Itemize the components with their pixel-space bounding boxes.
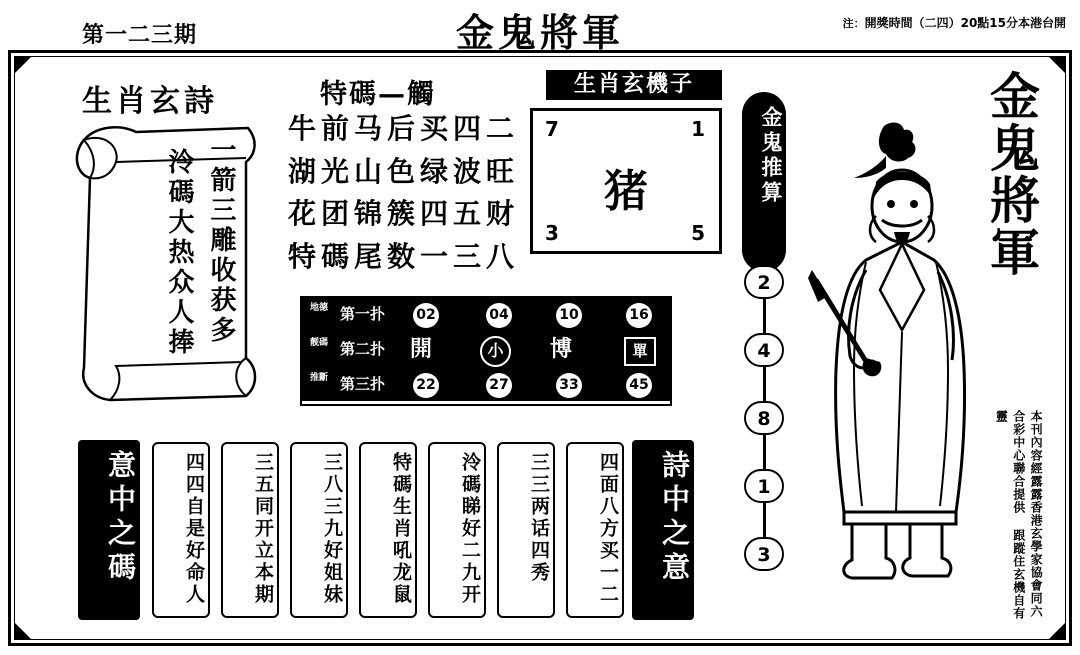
scroll-illustration	[62, 118, 272, 398]
table-cell-char: 博	[550, 337, 573, 362]
card-text: 四四自是好命人	[183, 452, 205, 606]
corner-ornament-bottom-right	[1048, 622, 1066, 640]
tuisuan-number: 2	[744, 265, 784, 299]
label-box-yizhong-text: 意中之碼	[104, 450, 137, 586]
draw-time-note-prefix: 注：	[842, 17, 865, 30]
poem-block	[288, 108, 528, 278]
row-label: 地德	[302, 298, 336, 331]
row-name: 第一扑	[340, 305, 386, 323]
table-cell-ball: 33	[555, 372, 583, 399]
table-cell-ball: 04	[485, 302, 513, 329]
publisher-note-text: 本刊內容經露露香港玄學家協會同六合彩中心聯合提供 跟蹤住玄機自有靈	[994, 410, 1044, 620]
table-row	[302, 333, 670, 368]
tuisuan-number: 3	[744, 537, 784, 571]
tuisuan-title-text: 金鬼推算	[759, 106, 783, 206]
tuisuan-title-pill	[742, 92, 786, 272]
section-title-xuanjizi: 生肖玄機子	[546, 70, 722, 100]
xuanjizi-center-zodiac: 猪	[604, 166, 648, 217]
xuanjizi-top-right: 1	[691, 117, 705, 141]
list-item	[152, 442, 210, 618]
corner-ornament-bottom-left	[14, 622, 32, 640]
warrior-figure-icon	[806, 120, 996, 590]
list-item	[221, 442, 279, 618]
card-text: 三三两话四秀	[528, 452, 550, 584]
label-box-yizhong-zhi-ma	[78, 440, 140, 620]
general-figure-illustration	[806, 120, 996, 590]
masthead-title: 金鬼將軍	[455, 11, 624, 55]
scroll-line-1: 一箭三雕收获多	[206, 136, 236, 346]
prediction-table	[300, 296, 672, 406]
poem-line: 特碼尾数一三八	[288, 239, 520, 273]
draw-time-note-text: 開獎時間（二四）20點15分本港台開	[864, 16, 1066, 30]
list-item	[290, 442, 348, 618]
xuanjizi-box	[530, 108, 722, 254]
table-row	[302, 298, 670, 333]
table-cell-ball: 45	[625, 372, 653, 399]
label-box-shizhong-zhi-yi	[632, 440, 694, 620]
row-name: 第三扑	[340, 375, 386, 393]
tuisuan-number: 4	[744, 333, 784, 367]
list-item	[428, 442, 486, 618]
table-cell-circle: 小	[480, 336, 511, 367]
masthead-vertical	[982, 70, 1064, 400]
card-text: 特碼生肖吼龙鼠	[390, 452, 412, 606]
table-cell-ball: 10	[555, 302, 583, 329]
xuanjizi-bottom-left: 3	[545, 221, 559, 245]
publisher-note	[992, 410, 1062, 620]
list-item	[497, 442, 555, 618]
table-cell-square: 單	[624, 337, 656, 366]
card-text: 泠碼睇好二九开	[459, 452, 481, 606]
corner-ornament-top-left	[14, 56, 32, 74]
label-box-shizhong-text: 詩中之意	[658, 450, 691, 586]
list-item	[566, 442, 624, 618]
table-cell-ball: 22	[412, 372, 440, 399]
section-title-shengxiao-xuanshi: 生肖玄詩	[82, 84, 218, 119]
xuanjizi-top-left: 7	[545, 117, 559, 141]
section-title-tema: 特碼—觸	[320, 79, 436, 110]
table-cell-char: 開	[410, 337, 433, 362]
poem-line: 湖光山色绿波旺	[288, 154, 520, 188]
table-cell-ball: 02	[412, 302, 440, 329]
row-name: 第二扑	[340, 340, 386, 358]
table-cell-ball: 27	[485, 372, 513, 399]
scroll-line-2: 泠碼大热众人捧	[164, 148, 194, 358]
card-text: 三五同开立本期	[252, 452, 274, 606]
masthead-vertical-text: 金鬼將軍	[982, 70, 1040, 278]
tuisuan-number: 1	[744, 469, 784, 503]
list-item	[359, 442, 417, 618]
poem-line: 牛前马后买四二	[288, 112, 520, 145]
issue-number: 第一二三期	[82, 23, 198, 48]
card-text: 四面八方买一二	[597, 452, 619, 606]
poem-line: 花团锦簇四五财	[288, 197, 520, 231]
row-label: 推斷	[302, 368, 336, 401]
card-text: 三八三九好姐妹	[321, 452, 343, 606]
row-label: 靓碼	[302, 333, 336, 366]
xuanjizi-bottom-right: 5	[691, 221, 705, 245]
draw-time-note	[843, 14, 1066, 31]
table-cell-ball: 16	[625, 302, 653, 329]
tuisuan-number: 8	[744, 401, 784, 435]
table-row	[302, 368, 670, 401]
